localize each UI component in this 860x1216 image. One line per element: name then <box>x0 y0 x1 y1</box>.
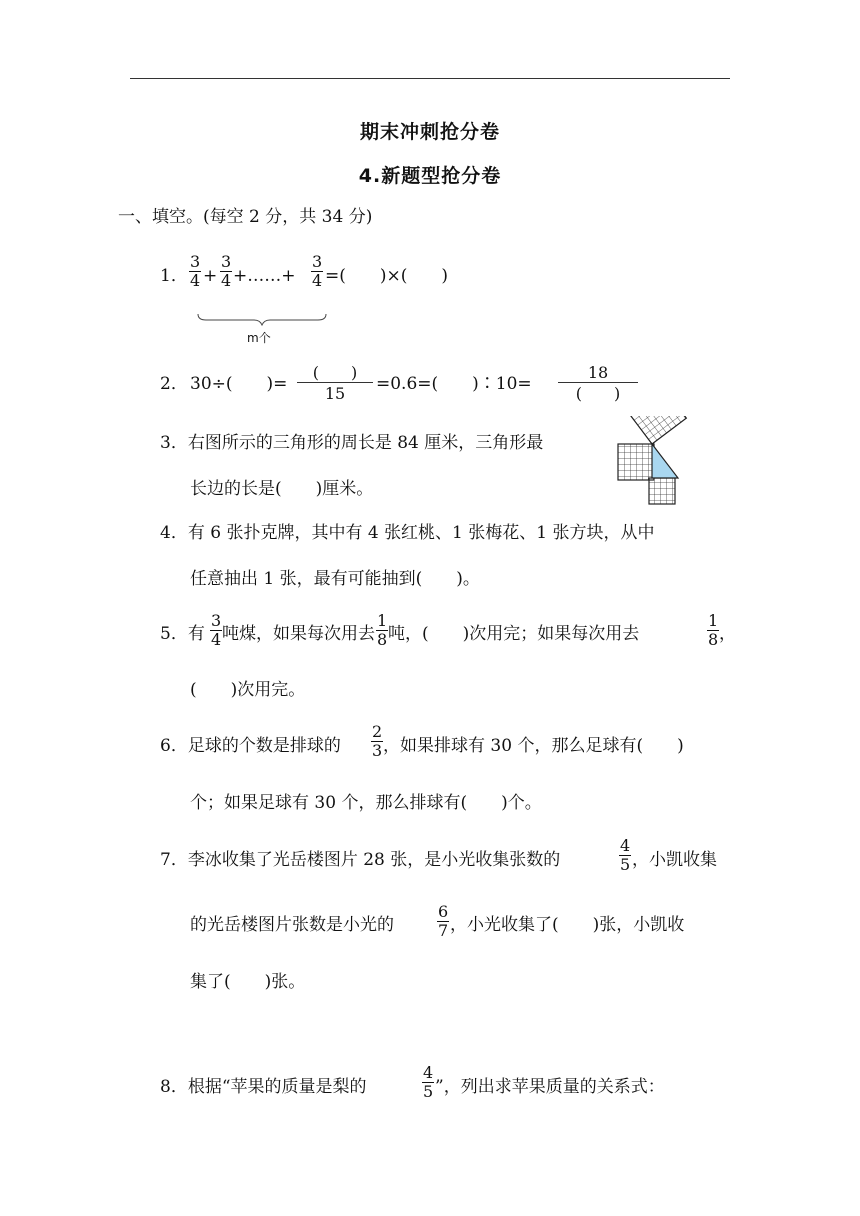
fraction: $\frac{4}{5}$ <box>620 836 631 874</box>
fraction: $\frac{6}{7}$ <box>438 902 449 940</box>
underbrace <box>196 312 328 326</box>
fraction: 18 ( ) <box>558 363 638 405</box>
triangle-squares-figure <box>612 416 724 512</box>
fraction: $\frac{4}{5}$ <box>423 1063 434 1101</box>
page-title: 期末冲刺抢分卷 <box>359 121 500 143</box>
fraction: $\frac{1}{8}$ <box>708 611 719 649</box>
brace-label: m个 <box>247 331 271 345</box>
fraction: $\frac{2}{3}$ <box>372 722 383 760</box>
header-rule <box>130 78 730 79</box>
page-subtitle: 4.新题型抢分卷 <box>358 165 502 187</box>
fraction: $\frac{3}{4}$ <box>221 252 232 290</box>
fraction: $\frac{3}{4}$ <box>211 611 222 649</box>
section-heading: 一、填空。(每空 2 分，共 34 分) <box>118 207 373 227</box>
fraction: ( ) 15 <box>297 363 373 405</box>
fraction: $\frac{1}{8}$ <box>377 611 388 649</box>
fraction: $\frac{3}{4}$ <box>312 252 323 290</box>
fraction: $\frac{3}{4}$ <box>190 252 201 290</box>
